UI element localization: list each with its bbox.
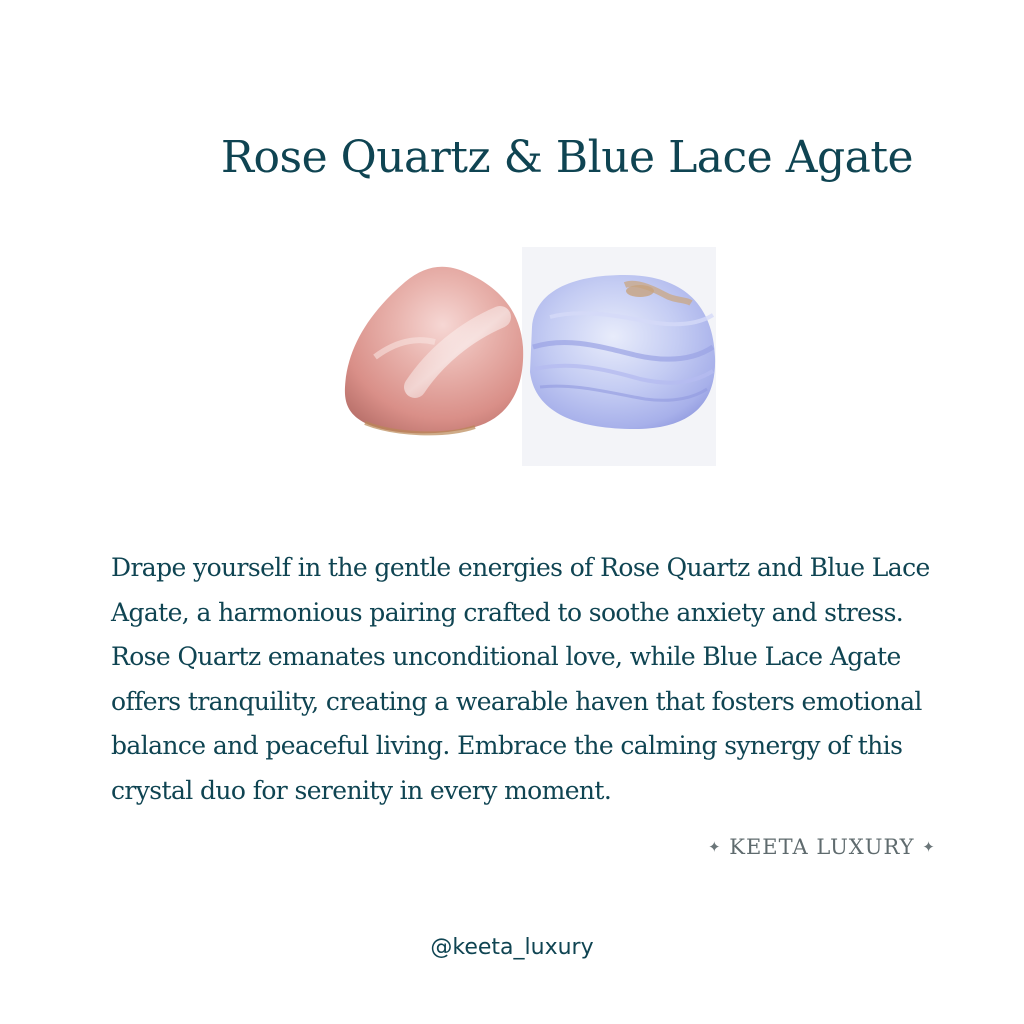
blue-lace-agate-stone <box>530 275 715 429</box>
stones-illustration <box>335 247 720 469</box>
page-title: Rose Quartz & Blue Lace Agate <box>220 132 914 183</box>
rose-quartz-stone <box>345 267 523 434</box>
stones-image <box>335 247 720 469</box>
sparkle-icon: ✦ <box>922 838 936 856</box>
social-handle: @keeta_luxury <box>430 935 594 960</box>
brand-signature <box>708 832 936 862</box>
sparkle-icon: ✦ <box>708 838 722 856</box>
product-description: Drape yourself in the gentle energies of Rose Quartz and Blue Lace Agate, a harmonious pairing crafted to soothe anxiety and stress. Rose Quartz emanates unconditional love, while Blue Lace Agate offers tranquility, creating a wearable haven that fosters emotional balance and peaceful living. Embrace the calming synergy of this crystal duo for serenity in every moment. <box>111 553 930 805</box>
brand-name: KEETA LUXURY <box>729 835 915 859</box>
